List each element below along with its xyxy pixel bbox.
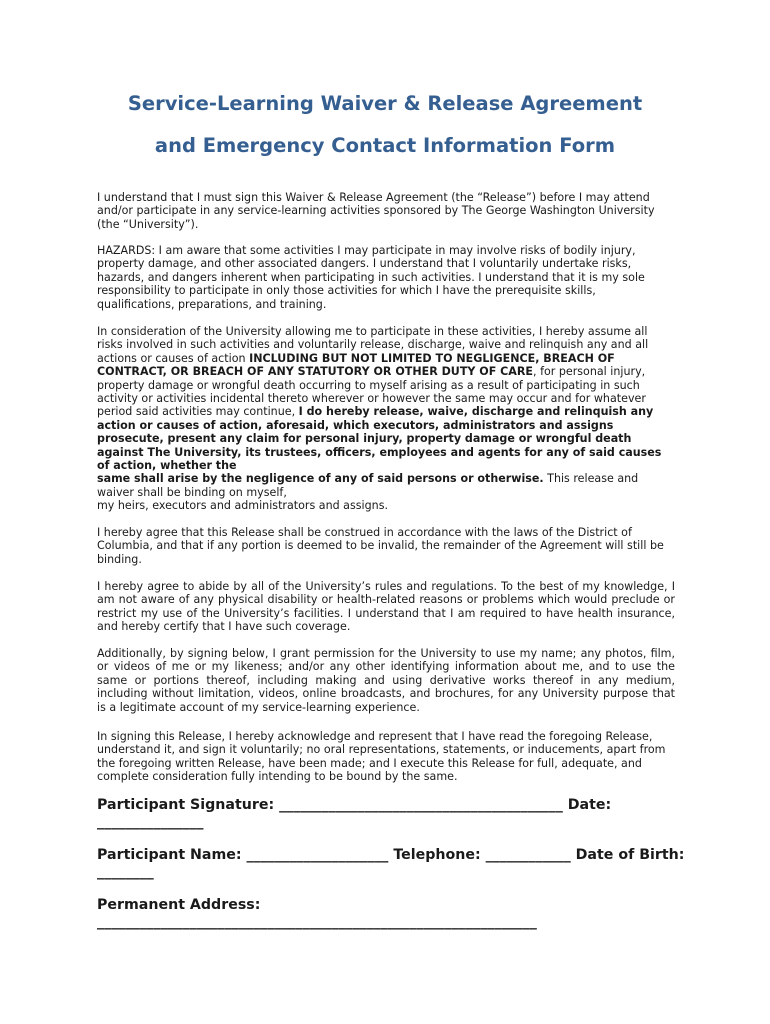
governing-law-paragraph: I hereby agree that this Release shall be construed in accordance with the laws of the District of Columbia, and that if any portion is deemed to be invalid, the remainder of the Agreement will still be binding. bbox=[97, 526, 664, 566]
release-clause-end: same shall arise by the negligence of any of said persons or otherwise. bbox=[97, 472, 544, 486]
signature-date-field: Participant Signature: ________________________________________ Date: _______________ bbox=[97, 797, 612, 830]
consideration-text-1: In consideration of the University allowing me to participate in these activities, I hereby assume all risks involved in such activities and voluntarily release, discharge, waive and relinquish any and all actions or causes of action bbox=[97, 325, 649, 365]
name-phone-birth-field: Participant Name: ____________________ Telephone: ____________ Date of Birth: ________ bbox=[97, 847, 685, 880]
media-consent-paragraph: Additionally, by signing below, I grant permission for the University to use my name; any photos, film, or videos of me or my likeness; and/or any other identifying information about me, and to use the same or portions thereof, including making and using derivative works thereof in any medium, including without limitation, videos, online broadcasts, and brochures, for any University purpose that is a legitimate account of my service-learning experience. bbox=[97, 647, 675, 714]
consideration-paragraph bbox=[97, 325, 675, 513]
acknowledgement-paragraph: In signing this Release, I hereby acknowledge and represent that I have read the foregoing Release, understand it, and sign it voluntarily; no oral representations, statements, or inducements, apart from the foregoing written Release, have been made; and I execute this Release for full, adequate, and complete consideration fully intending to be bound by the same. bbox=[97, 730, 666, 784]
hazards-paragraph: HAZARDS: I am aware that some activities I may participate in may involve risks of bodily injury, property damage, and other associated dangers. I understand that I voluntarily undertake risks, hazards, and dangers inherent when participating in such activities. I understand that it is my sole responsibility to participate in only those activities for which I have the prerequisite skills, qualifications, preparations, and training. bbox=[97, 244, 645, 311]
negligence-clause: INCLUDING BUT NOT LIMITED TO NEGLIGENCE, BREACH OF CONTRACT, OR BREACH OF ANY STATUTORY OR OTHER DUTY OF CARE bbox=[97, 351, 615, 379]
binding-clause: This release and waiver shall be binding on myself, bbox=[97, 472, 639, 499]
form-title-line-2: and Emergency Contact Information Form bbox=[154, 134, 616, 157]
consideration-text-2: , for personal injury, property damage or wrongful death occurring to myself arising as a result of participating in such activity or activities incidental thereto wherever or however the same may occur and for whatever period said activities may continue, bbox=[97, 365, 646, 419]
release-clause: I do hereby release, waive, discharge and relinquish any action or causes of action, aforesaid, which executors, administrators and assigns prosecute, present any claim for personal injury, property damage or wrongful death against The University, its trustees, officers, employees and agents for any of said causes of action, whether the bbox=[97, 405, 662, 473]
rules-paragraph: I hereby agree to abide by all of the University’s rules and regulations. To the best of my knowledge, I am not aware of any physical disability or health-related reasons or problems which would preclude or restrict my use of the University’s facilities. I understand that I am required to have health insurance, and hereby certify that I have such coverage. bbox=[97, 580, 675, 634]
binding-clause-heirs: my heirs, executors and administrators and assigns. bbox=[97, 499, 388, 513]
form-title-line-1: Service-Learning Waiver & Release Agreement bbox=[127, 92, 643, 115]
permanent-address-field: Permanent Address: ______________________________________________________________ bbox=[97, 897, 537, 930]
intro-paragraph: I understand that I must sign this Waiver & Release Agreement (the “Release”) before I may attend and/or participate in any service-learning activities sponsored by The George Washington University (the “University”). bbox=[97, 191, 655, 231]
